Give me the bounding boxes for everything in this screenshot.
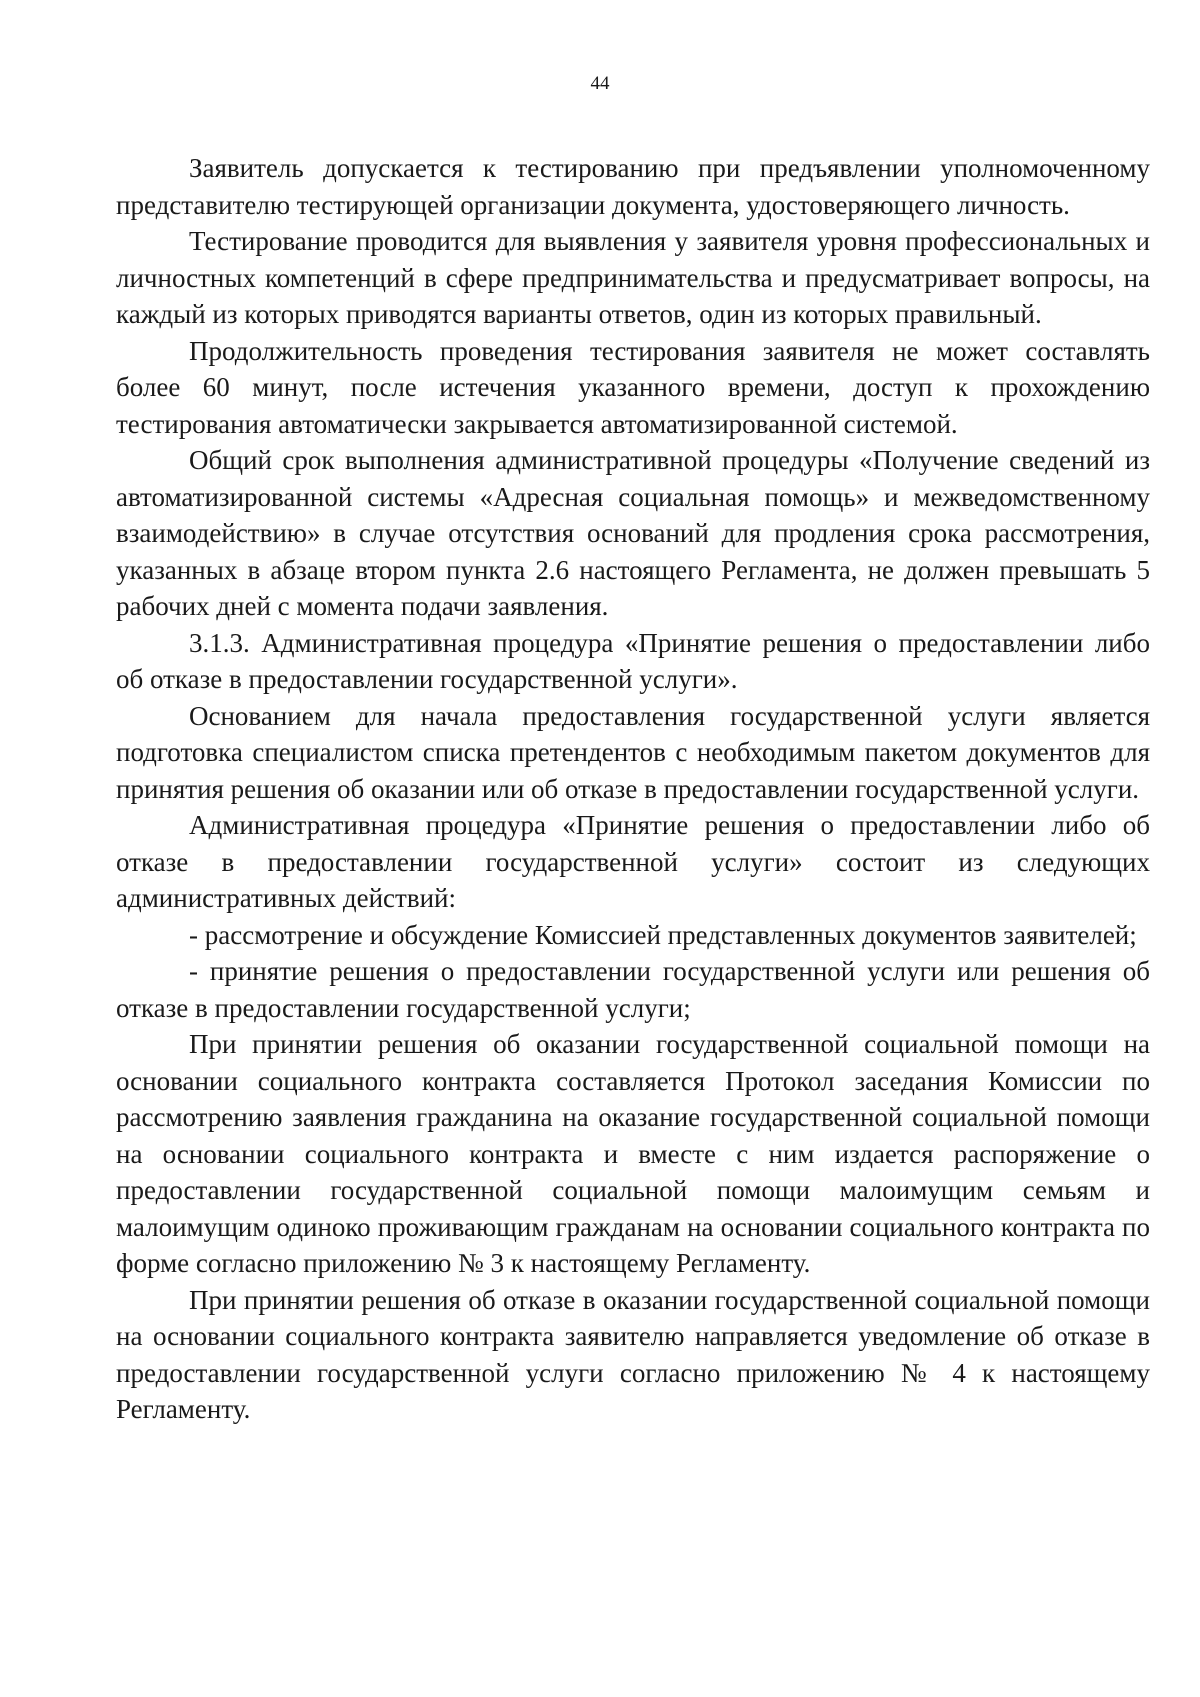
- paragraph-refusal-decision: При принятии решения об отказе в оказании государственной социальной помощи на основании социального контракта заявителю направляется уведомление об отказе в предоставлении государственной услуги согласно приложению № 4 к настоящему Регламенту.: [116, 1284, 1150, 1424]
- paragraph-approval-decision: При принятии решения об оказании государственной социальной помощи на основании социального контракта составляется Протокол заседания Комиссии по рассмотрению заявления гражданина на оказание государственной социальной помощи на основании социального контракта и вместе с ним издается распоряжение о предоставлении государственной социальной помощи малоимущим семьям и малоимущим одиноко проживающим гражданам на основании социального контракта по форме согласно приложению № 3 к настоящему Регламенту.: [116, 1029, 1150, 1278]
- list-item-review: - рассмотрение и обсуждение Комиссией представленных документов заявителей;: [189, 919, 1137, 950]
- paragraph-procedure-actions: Административная процедура «Принятие решения о предоставлении либо об отказе в предоставлении государственной услуги» состоит из следующих административных действий:: [116, 810, 1150, 913]
- page-number: 44: [590, 73, 610, 94]
- list-item-decision: - принятие решения о предоставлении государственной услуги или решения об отказе в предоставлении государственной услуги;: [116, 956, 1150, 1023]
- document-body: [116, 150, 1150, 1428]
- paragraph-procedure-basis: Основанием для начала предоставления государственной услуги является подготовка специалистом списка претендентов с необходимым пакетом документов для принятия решения об оказании или об отказе в предоставлении государственной услуги.: [116, 700, 1150, 804]
- paragraph-section-3-1-3: 3.1.3. Административная процедура «Принятие решения о предоставлении либо об отказе в предоставлении государственной услуги».: [116, 627, 1150, 694]
- paragraph-testing-purpose: Тестирование проводится для выявления у заявителя уровня профессиональных и личностных компетенций в сфере предпринимательства и предусматривает вопросы, на каждый из которых приводятся варианты ответов, один из которых правильный.: [116, 226, 1150, 329]
- paragraph-testing-admission: Заявитель допускается к тестированию при предъявлении уполномоченному представителю тестирующей организации документа, удостоверяющего личность.: [116, 153, 1150, 220]
- paragraph-testing-duration: Продолжительность проведения тестирования заявителя не может составлять более 60 минут, после истечения указанного времени, доступ к прохождению тестирования автоматически закрывается автоматизированной системой.: [116, 335, 1150, 439]
- paragraph-procedure-term: Общий срок выполнения административной процедуры «Получение сведений из автоматизированной системы «Адресная социальная помощь» и межведомственному взаимодействию» в случае отсутствия оснований для продления срока рассмотрения, указанных в абзаце втором пункта 2.6 настоящего Регламента, не должен превышать 5 рабочих дней с момента подачи заявления.: [116, 445, 1150, 621]
